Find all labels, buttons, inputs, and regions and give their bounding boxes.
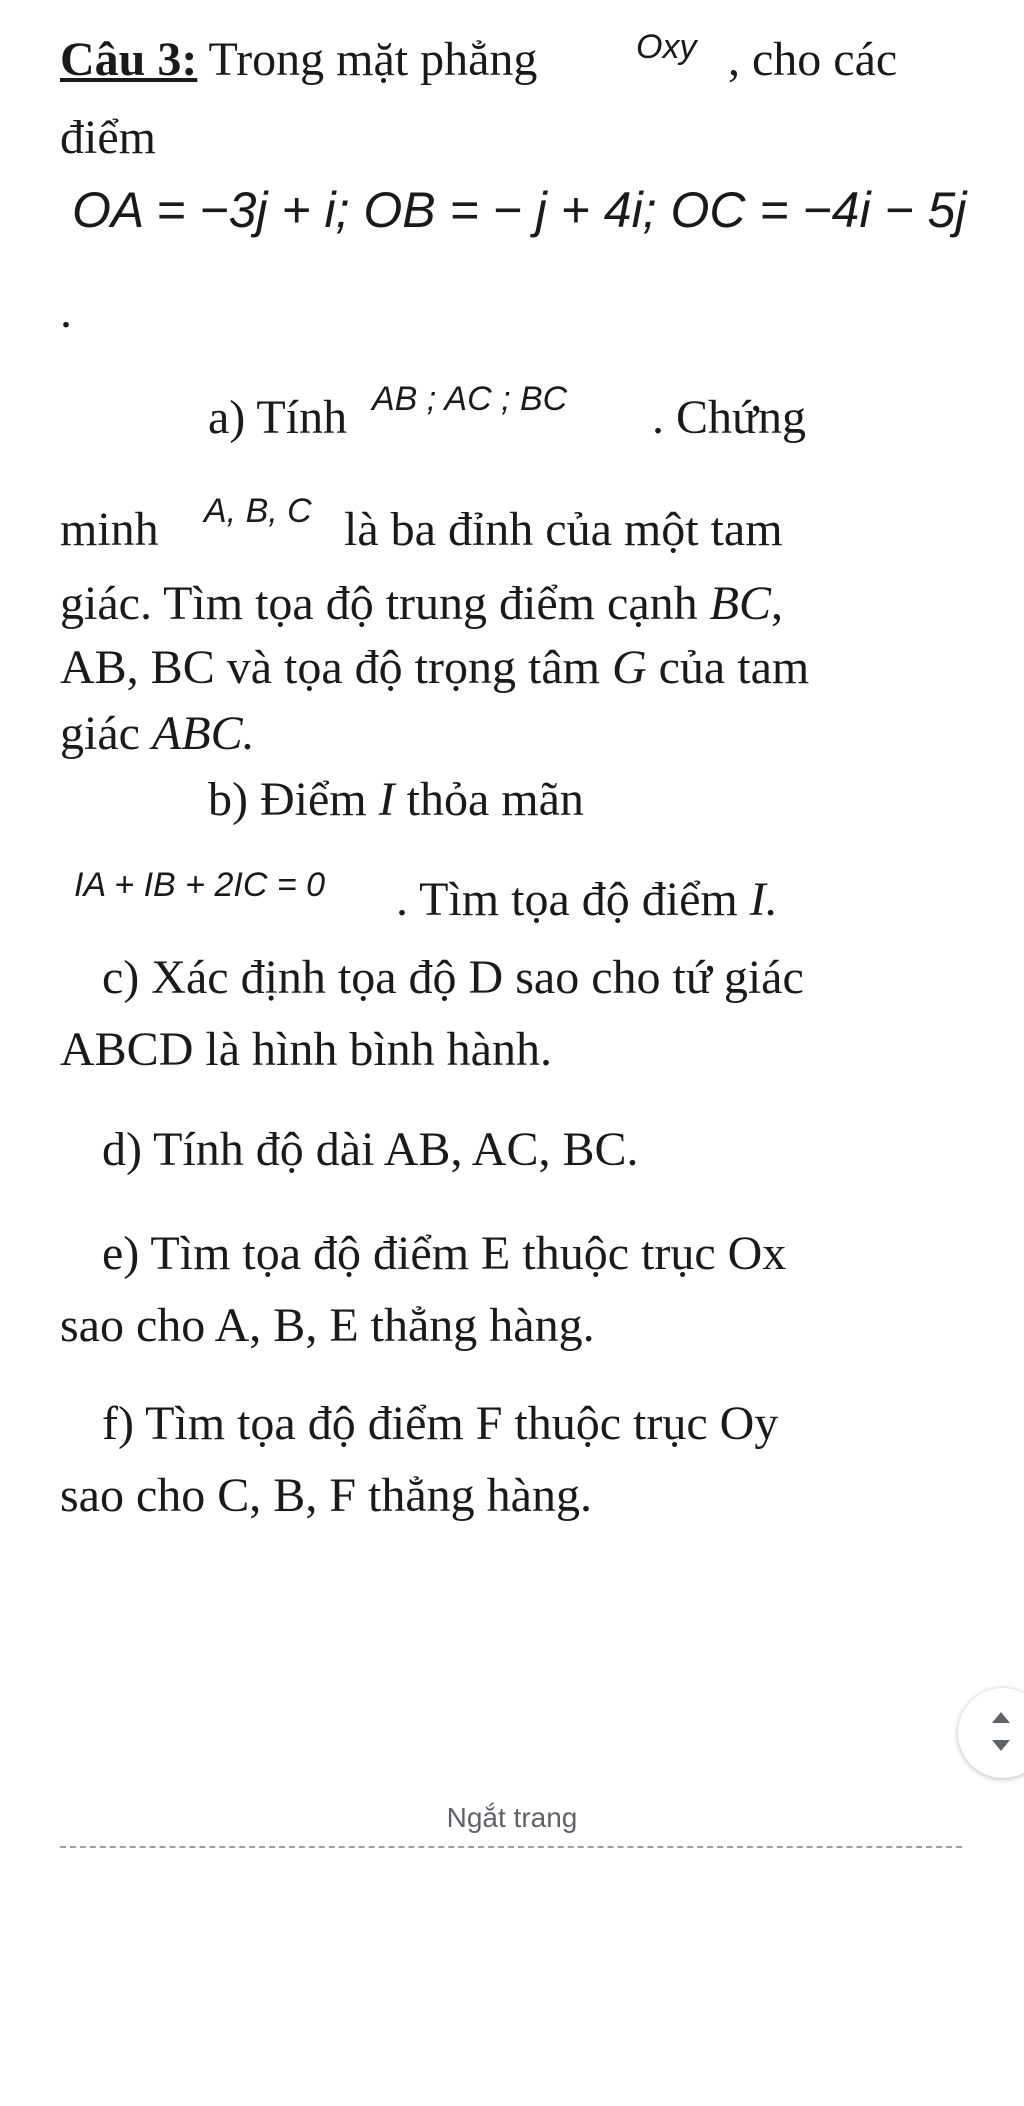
part-a-tail: . Chứng — [652, 391, 807, 444]
part-a-lead: a) Tính — [208, 391, 348, 444]
part-f-line2: sao cho C, B, F thẳng hàng. — [60, 1469, 592, 1522]
part-b-lead: b) Điểm — [208, 773, 367, 826]
page-break-divider — [60, 1846, 962, 1848]
part-e-line2: sao cho A, B, E thẳng hàng. — [60, 1299, 595, 1352]
part-a-line4-tail: của tam — [658, 641, 810, 694]
part-b-tail: thỏa mãn — [406, 773, 584, 826]
part-b-var: I — [378, 773, 395, 826]
part-a-line4-var: G — [611, 641, 647, 694]
question-intro: Trong mặt phẳng — [208, 33, 538, 86]
scroll-button[interactable] — [958, 1688, 1024, 1778]
part-f-line1: f) Tìm tọa độ điểm F thuộc trục Oy — [102, 1397, 779, 1450]
part-d-line1: d) Tính độ dài AB, AC, BC. — [102, 1123, 639, 1176]
part-a-line2-start: minh — [60, 503, 159, 556]
trailing-dot: . — [60, 285, 72, 338]
part-a-vectors: AB ; AC ; BC — [372, 380, 568, 418]
part-a-line3 — [60, 574, 783, 634]
part-a-line5 — [60, 704, 255, 764]
arrow-down-icon — [992, 1740, 1010, 1751]
plane-label: Oxy — [636, 28, 697, 66]
part-e-line1: e) Tìm tọa độ điểm E thuộc trục Ox — [102, 1227, 787, 1280]
part-c-line2: ABCD là hình bình hành. — [60, 1023, 552, 1076]
part-b-equation: IA + IB + 2IC = 0 — [74, 866, 326, 904]
part-a-line5-text: giác — [60, 707, 140, 760]
part-a-points: A, B, C — [204, 492, 312, 530]
part-c-line1: c) Xác định tọa độ D sao cho tứ giác — [102, 951, 804, 1004]
arrow-up-icon — [992, 1712, 1010, 1723]
question-heading: Câu 3: — [60, 33, 198, 86]
vectors-formula: OA = −3j + i; OB = − j + 4i; OC = −4i − 5j — [72, 182, 967, 238]
question-intro-tail: , cho các — [728, 33, 898, 86]
part-b-line2-text: . Tìm tọa độ điểm — [396, 873, 738, 926]
page-break-label: Ngắt trang — [446, 1802, 578, 1833]
part-a-line3-tail: , — [770, 577, 783, 630]
part-b-line1 — [208, 770, 584, 830]
part-a-line4 — [60, 638, 809, 698]
part-a-line2-tail: là ba đỉnh của một tam — [344, 503, 783, 556]
part-a-line4-text: AB, BC và tọa độ trọng tâm — [60, 641, 600, 694]
part-a-line5-var: ABC. — [151, 707, 255, 760]
question-line-2: điểm — [60, 111, 156, 164]
part-a-line3-var: BC — [709, 577, 771, 630]
question-line-1 — [60, 30, 537, 90]
part-b-line2-var: I. — [749, 873, 778, 926]
part-a-line3-text: giác. Tìm tọa độ trung điểm cạnh — [60, 577, 698, 630]
part-b-line2 — [396, 870, 778, 930]
